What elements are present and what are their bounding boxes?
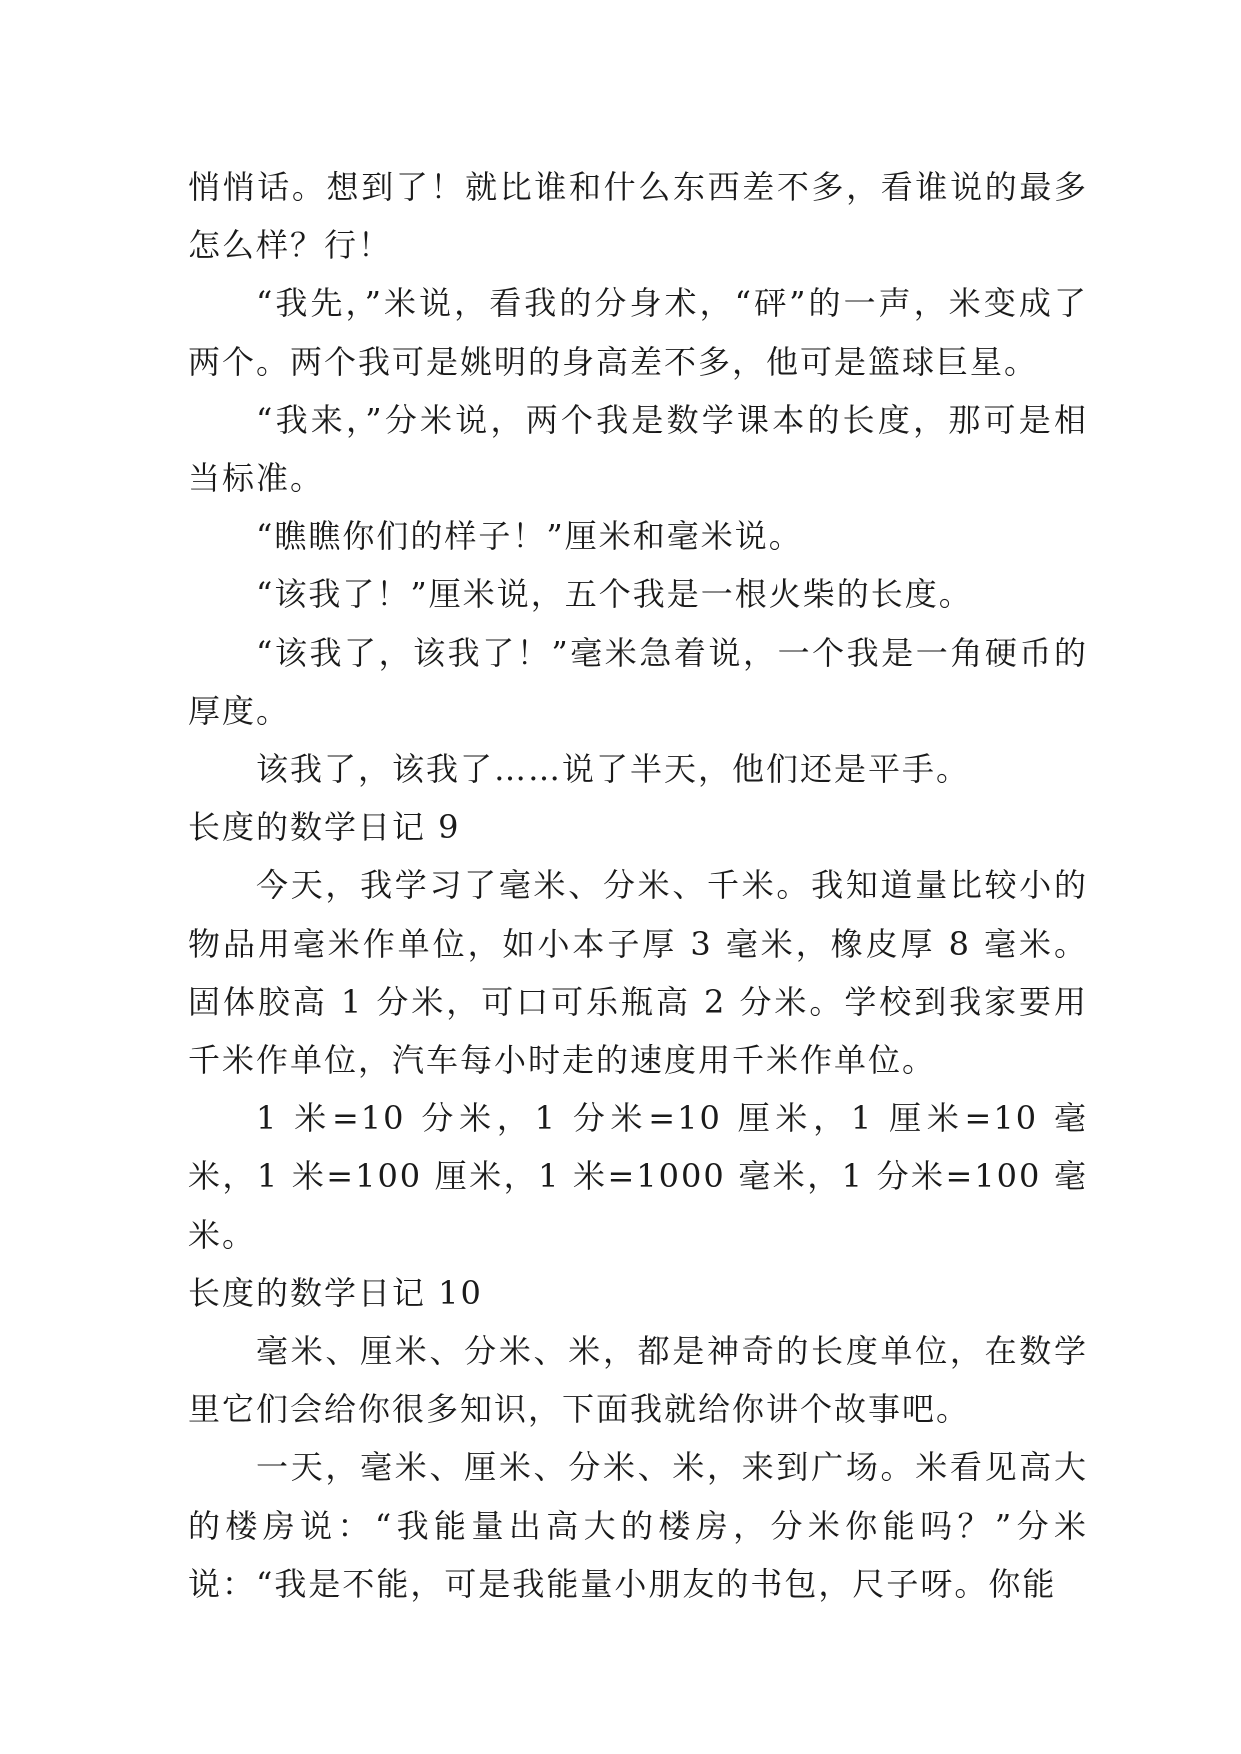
paragraph: 今天，我学习了毫米、分米、千米。我知道量比较小的物品用毫米作单位，如小本子厚 3 毫米，橡皮厚 8 毫米。固体胶高 1 分米，可口可乐瓶高 2 分米。学校到我家要用千米作单位，汽车每小时走的速度用千米作单位。: [188, 866, 1088, 1080]
paragraph: “该我了，该我了！”毫米急着说，一个我是一角硬币的厚度。: [188, 633, 1088, 730]
paragraph: “瞧瞧你们的样子！”厘米和毫米说。: [256, 517, 803, 556]
section-heading: 长度的数学日记 10: [188, 1273, 483, 1312]
paragraph: 毫米、厘米、分米、米，都是神奇的长度单位，在数学里它们会给你很多知识，下面我就给你讲个故事吧。: [188, 1332, 1088, 1429]
paragraph: “该我了！”厘米说，五个我是一根火柴的长度。: [256, 575, 973, 614]
paragraph: 悄悄话。想到了！就比谁和什么东西差不多，看谁说的最多怎么样？行！: [188, 168, 1088, 265]
paragraph: 该我了，该我了……说了半天，他们还是平手。: [256, 750, 971, 789]
paragraph: “我先，”米说，看我的分身术，“砰”的一声，米变成了两个。两个我可是姚明的身高差不多，他可是篮球巨星。: [188, 284, 1088, 381]
paragraph: 一天，毫米、厘米、分米、米，来到广场。米看见高大的楼房说：“我能量出高大的楼房，分米你能吗？”分米说：“我是不能，可是我能量小朋友的书包，尺子呀。你能: [188, 1448, 1088, 1603]
section-heading: 长度的数学日记 9: [188, 808, 461, 847]
paragraph: 1 米=10 分米，1 分米=10 厘米，1 厘米=10 毫米，1 米=100 厘米，1 米=1000 毫米，1 分米=100 毫米。: [188, 1099, 1088, 1254]
paragraph: “我来，”分米说，两个我是数学课本的长度，那可是相当标准。: [188, 400, 1088, 498]
document-body: [188, 158, 1088, 1613]
